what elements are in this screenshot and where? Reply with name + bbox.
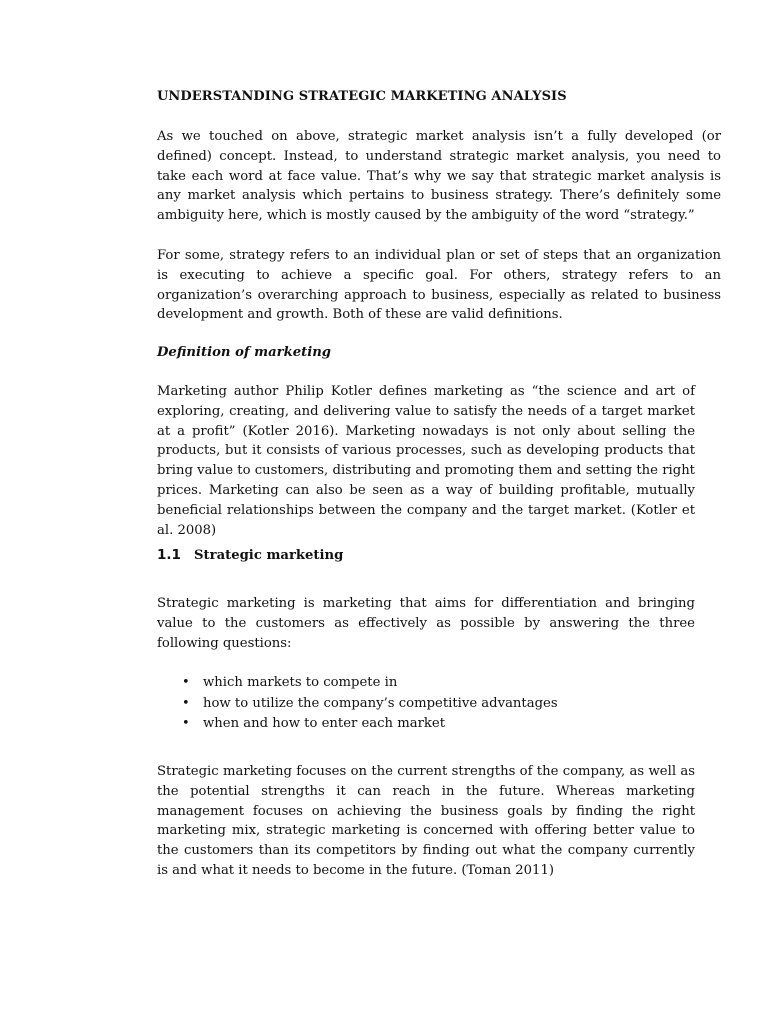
list-item bbox=[157, 694, 697, 715]
bullet-icon: • bbox=[182, 675, 190, 690]
paragraph-strategic-marketing-focus: Strategic marketing focuses on the current strengths of the company, as well as the potential strengths it can reach in the future. Whereas marketing management focuses on achieving the business goals by finding the right marketing mix, strategic marketing is concerned with offering better value to the customers than its competitors by finding out what the company currently is and what it needs to become in the future. (Toman 2011) bbox=[157, 764, 695, 878]
bullet-icon: • bbox=[182, 695, 190, 711]
list-item bbox=[157, 673, 697, 694]
bullet-icon: • bbox=[182, 716, 190, 731]
section-number: 1.1 bbox=[157, 547, 181, 563]
paragraph-strategy-definitions: For some, strategy refers to an individual plan or set of steps that an organization is executing to achieve a specific goal. For others, strategy refers to an organization’s overarching approach to business, especially as related to business development and growth. Both of these are valid definitions. bbox=[157, 248, 721, 323]
bullet-text: which markets to compete in bbox=[203, 675, 398, 690]
bullet-text: when and how to enter each market bbox=[203, 716, 446, 731]
section-title: Strategic marketing bbox=[194, 548, 344, 563]
bullet-text: how to utilize the company’s competitive advantages bbox=[203, 695, 558, 711]
document-heading: UNDERSTANDING STRATEGIC MARKETING ANALYSIS bbox=[157, 89, 567, 104]
list-item bbox=[157, 714, 697, 735]
paragraph-strategic-marketing-intro: Strategic marketing is marketing that aims for differentiation and bringing value to the customers as effectively as possible by answering the three following questions: bbox=[157, 596, 695, 651]
subheading-definition-of-marketing: Definition of marketing bbox=[157, 345, 332, 360]
paragraph-kotler-definition: Marketing author Philip Kotler defines marketing as “the science and art of exploring, creating, and delivering value to satisfy the needs of a target market at a profit” (Kotler 2016). Marketing nowadays is not only about selling the products, but it consists of various processes, such as developing products that bring value to customers, distributing and promoting them and setting the right prices. Marketing can also be seen as a way of building profitable, mutually beneficial relationships between the company and the target market. (Kotler et al. 2008) bbox=[157, 384, 695, 538]
paragraph-strategic-analysis: As we touched on above, strategic market analysis isn’t a fully developed (or defined) concept. Instead, to understand strategic market analysis, you need to take each word at face value. That’s why we say that strategic market analysis is any market analysis which pertains to business strategy. There’s definitely some ambiguity here, which is mostly caused by the ambiguity of the word “strategy.” bbox=[157, 129, 721, 224]
bullet-list bbox=[157, 673, 697, 735]
